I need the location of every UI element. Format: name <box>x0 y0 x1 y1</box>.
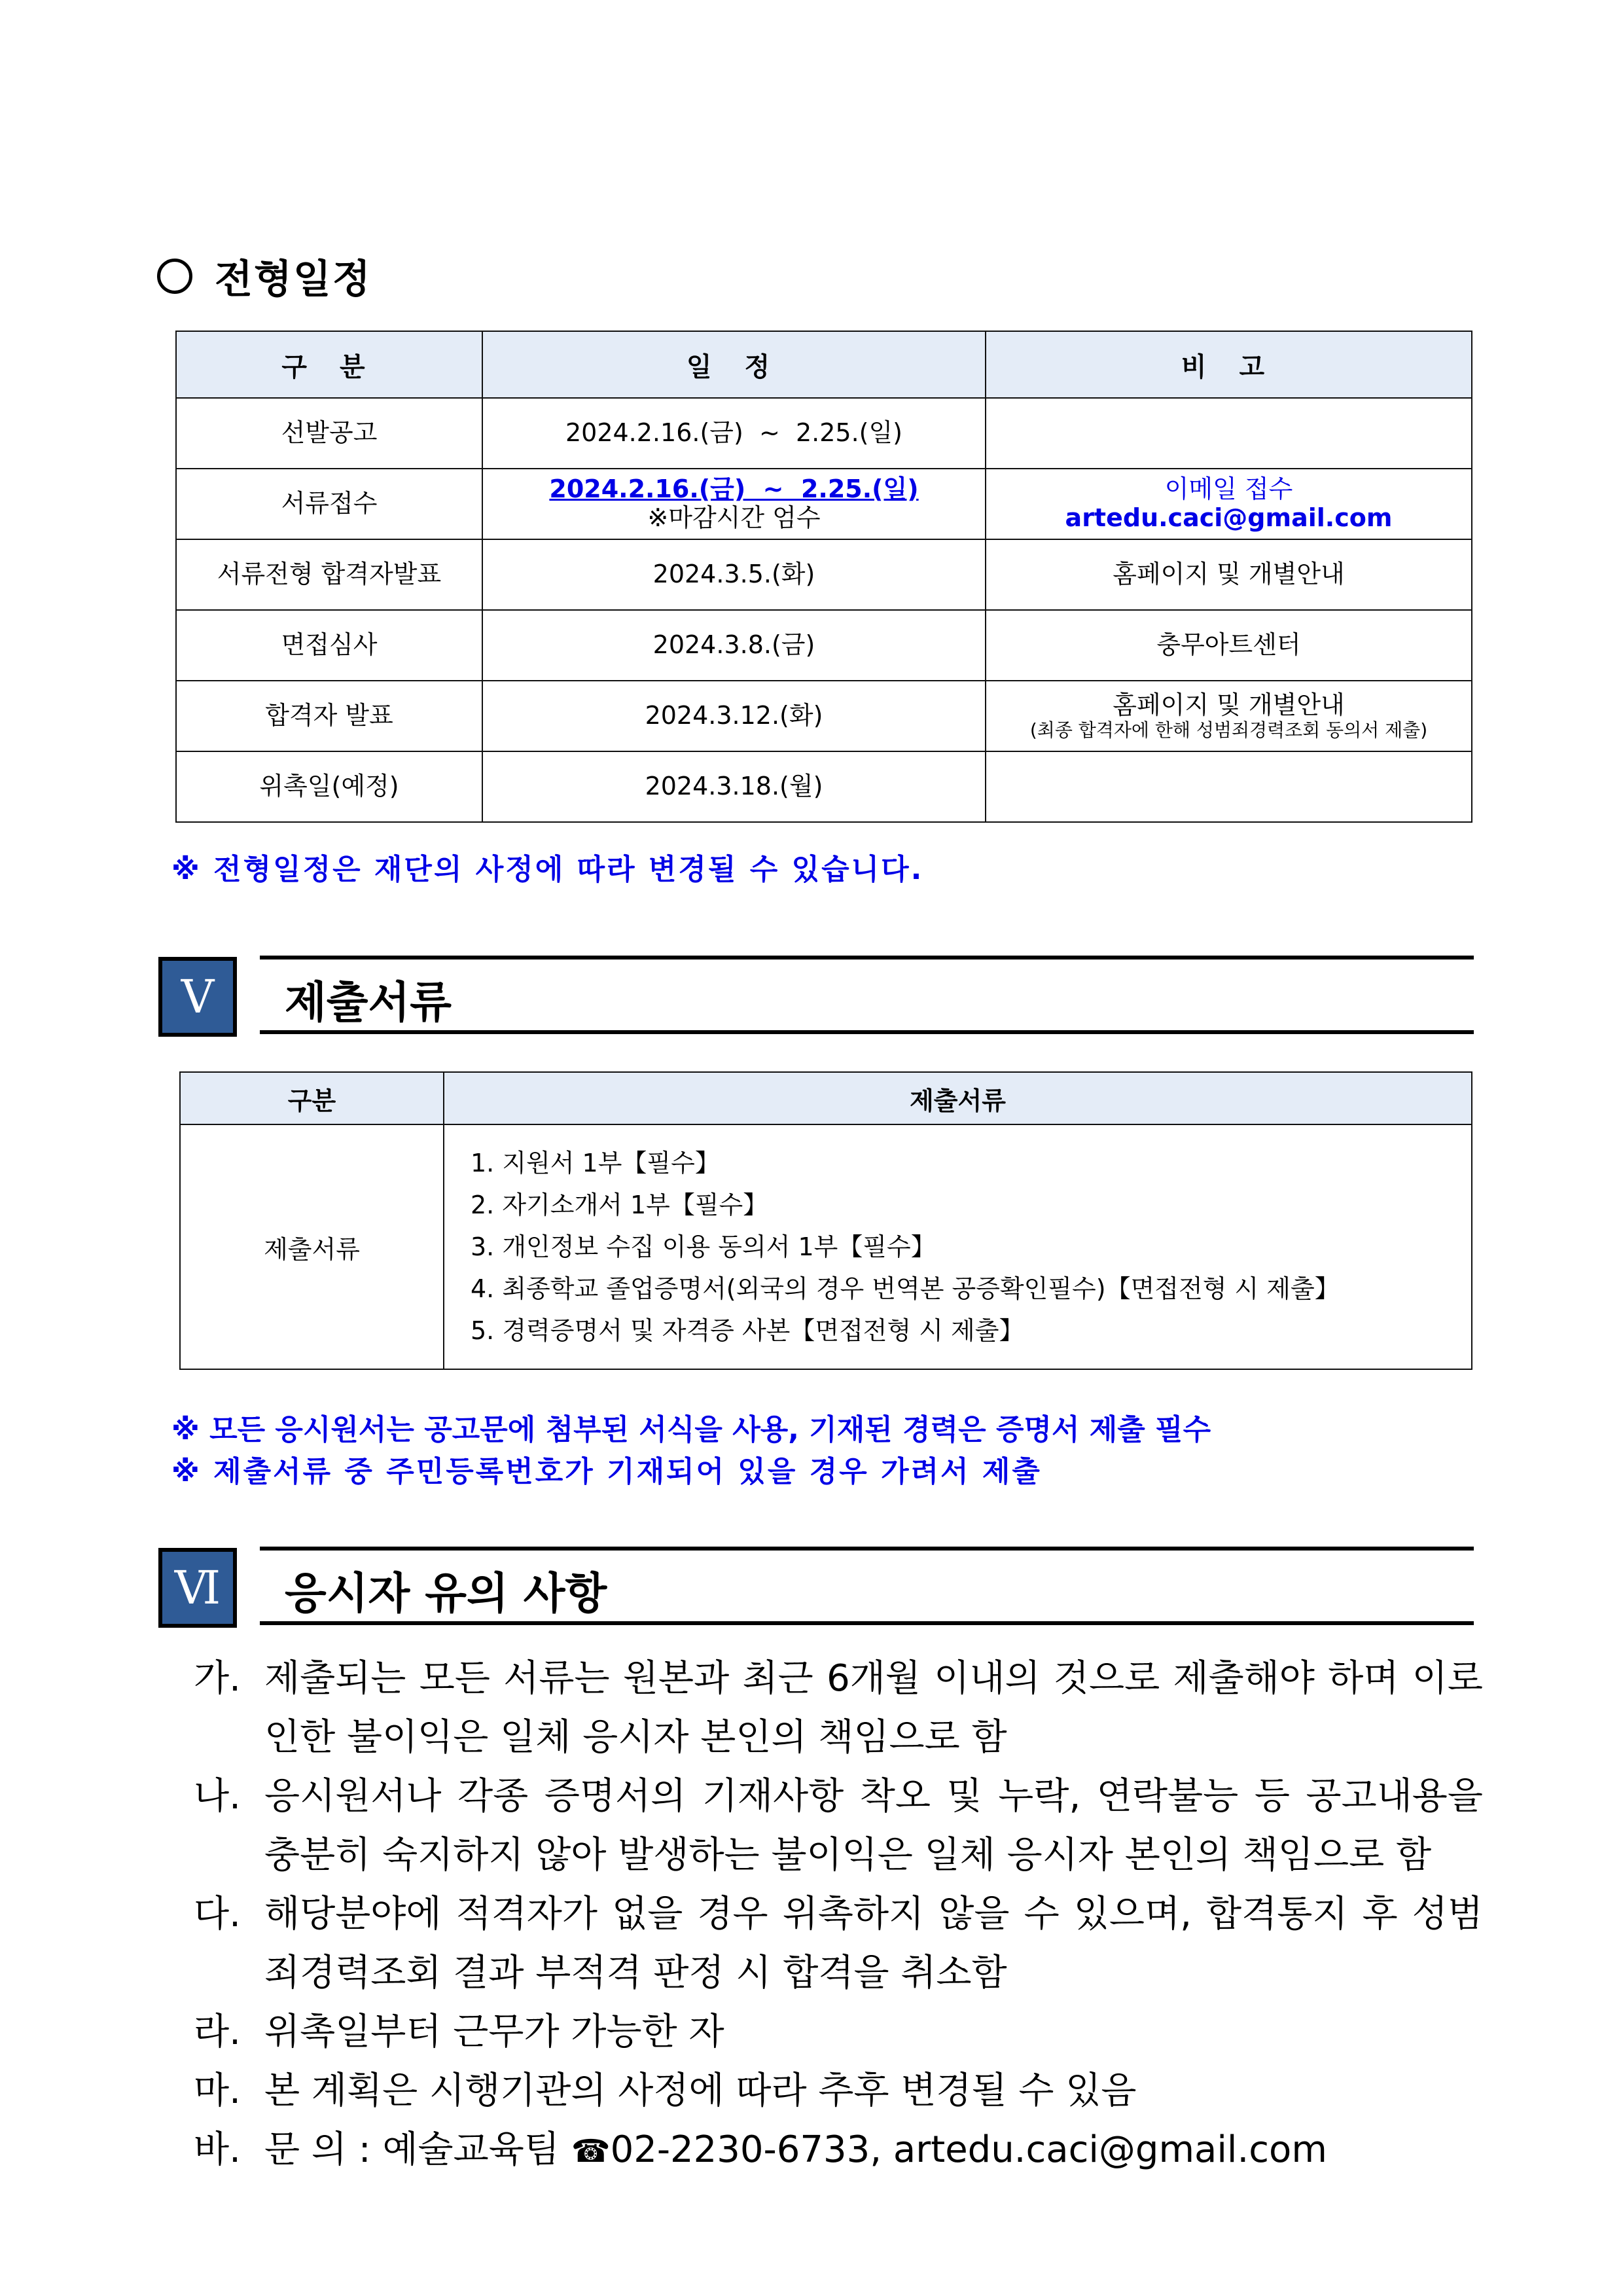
item-marker: 다. <box>194 1893 241 1935</box>
row-category: 위촉일(예정) <box>176 751 482 822</box>
cautions-title: 응시자 유의 사항 <box>285 1568 607 1619</box>
header-documents: 제출서류 <box>444 1072 1472 1124</box>
item-text: 제출되는 모든 서류는 원본과 최근 6개월 이내의 것으로 제출해야 하며 이로 인한 불이익은 일체 응시자 본인의 책임으로 함 <box>264 1657 1483 1759</box>
row-remark: 충무아트센터 <box>986 610 1472 681</box>
row-remark-sub: (최종 합격자에 한해 성범죄경력조회 동의서 제출) <box>1029 719 1428 741</box>
list-item <box>194 2062 1483 2121</box>
section-numeral-v: V <box>158 957 237 1037</box>
row-date: 2024.3.18.(월) <box>482 751 986 822</box>
item-marker: 라. <box>194 2011 241 2053</box>
row-date-note: ※마감시간 엄수 <box>647 503 821 532</box>
row-category: 제출서류 <box>180 1124 444 1369</box>
contact-phone[interactable]: 02-2230-6733, <box>610 2128 882 2171</box>
schedule-title: 전형일정 <box>215 257 372 302</box>
table-row <box>180 1124 1472 1369</box>
email-link[interactable]: artedu.caci@gmail.com <box>1065 503 1393 532</box>
phone-icon: ☎ <box>571 2133 611 2170</box>
row-remark <box>986 398 1472 469</box>
documents-note: ※ 제출서류 중 주민등록번호가 기재되어 있을 경우 가려서 제출 <box>171 1455 1042 1488</box>
header-date: 일 정 <box>482 331 986 398</box>
documents-title: 제출서류 <box>285 977 452 1028</box>
item-marker: 나. <box>194 1775 241 1818</box>
table-header-row <box>180 1072 1472 1124</box>
table-row <box>176 610 1472 681</box>
section-rule-top <box>260 956 1474 960</box>
row-remark <box>986 751 1472 822</box>
list-item: 2. 자기소개서 1부【필수】 <box>471 1191 768 1219</box>
documents-list <box>444 1124 1472 1369</box>
row-date: 2024.3.5.(화) <box>482 539 986 610</box>
section-rule-top <box>260 1547 1474 1551</box>
row-date: 2024.2.16.(금) ~ 2.25.(일) <box>482 398 986 469</box>
table-row <box>176 398 1472 469</box>
schedule-note: ※ 전형일정은 재단의 사정에 따라 변경될 수 있습니다. <box>171 853 924 886</box>
item-marker: 가. <box>194 1657 241 1700</box>
row-date-cell <box>482 469 986 539</box>
item-marker: 바. <box>194 2128 241 2171</box>
row-remark: 이메일 접수 <box>1164 475 1293 504</box>
row-category: 서류전형 합격자발표 <box>176 539 482 610</box>
circle-bullet-icon <box>157 259 192 294</box>
list-item: 4. 최종학교 졸업증명서(외국의 경우 번역본 공증확인필수)【면접전형 시 제출】 <box>471 1274 1340 1303</box>
row-remark-cell <box>986 681 1472 751</box>
row-remark: 홈페이지 및 개별안내 <box>1113 691 1345 720</box>
table-row <box>176 469 1472 539</box>
row-date: 2024.3.12.(화) <box>482 681 986 751</box>
contact-email[interactable]: artedu.caci@gmail.com <box>893 2128 1327 2171</box>
documents-table <box>179 1071 1472 1370</box>
row-category: 합격자 발표 <box>176 681 482 751</box>
row-remark-cell <box>986 469 1472 539</box>
item-text: 해당분야에 적격자가 없을 경우 위촉하지 않을 수 있으며, 합격통지 후 성범죄경력조회 결과 부적격 판정 시 합격을 취소함 <box>264 1893 1483 1994</box>
list-item: 3. 개인정보 수집 이용 동의서 1부【필수】 <box>471 1232 936 1261</box>
item-text: 위촉일부터 근무가 가능한 자 <box>264 2011 724 2053</box>
list-item <box>194 1885 1483 2003</box>
table-header-row <box>176 331 1472 398</box>
section-rule-bottom <box>260 1621 1474 1625</box>
list-item: 1. 지원서 1부【필수】 <box>471 1149 720 1177</box>
row-category: 선발공고 <box>176 398 482 469</box>
contact-item <box>194 2121 1483 2181</box>
list-item: 5. 경력증명서 및 자격증 사본【면접전형 시 제출】 <box>471 1316 1024 1345</box>
schedule-heading <box>157 250 372 302</box>
header-category: 구 분 <box>176 331 482 398</box>
section-rule-bottom <box>260 1030 1474 1034</box>
item-text: 본 계획은 시행기관의 사정에 따라 추후 변경될 수 있음 <box>264 2070 1137 2112</box>
item-marker: 마. <box>194 2070 241 2112</box>
row-category: 면접심사 <box>176 610 482 681</box>
schedule-table <box>175 331 1472 823</box>
row-date: 2024.2.16.(금) ~ 2.25.(일) <box>549 475 919 504</box>
header-remark: 비 고 <box>986 331 1472 398</box>
row-category: 서류접수 <box>176 469 482 539</box>
cautions-list <box>194 1649 1483 2181</box>
row-remark: 홈페이지 및 개별안내 <box>986 539 1472 610</box>
documents-note: ※ 모든 응시원서는 공고문에 첨부된 서식을 사용, 기재된 경력은 증명서 제출 필수 <box>171 1413 1211 1446</box>
list-item <box>194 1767 1483 1885</box>
list-item <box>194 1649 1483 1767</box>
table-row <box>176 681 1472 751</box>
table-row <box>176 539 1472 610</box>
row-date: 2024.3.8.(금) <box>482 610 986 681</box>
item-text: 응시원서나 각종 증명서의 기재사항 착오 및 누락, 연락불능 등 공고내용을 충분히 숙지하지 않아 발생하는 불이익은 일체 응시자 본인의 책임으로 함 <box>264 1775 1483 1876</box>
table-row <box>176 751 1472 822</box>
list-item <box>194 2003 1483 2062</box>
header-category: 구분 <box>180 1072 444 1124</box>
section-numeral-vi: Ⅵ <box>158 1548 237 1628</box>
contact-label: 문 의 : 예술교육팀 <box>264 2128 560 2171</box>
